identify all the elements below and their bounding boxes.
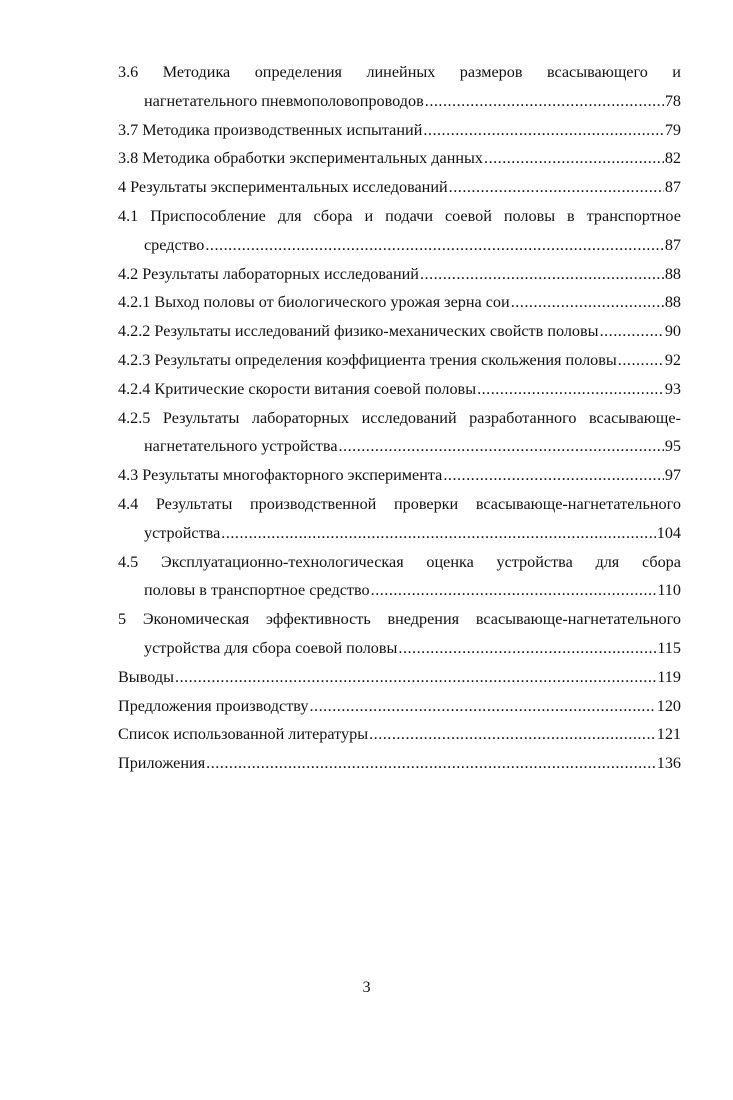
toc-entry-continuation (118, 638, 681, 667)
dot-leader (369, 724, 656, 744)
toc-word: устройства (496, 552, 573, 571)
toc-page-number: 115 (657, 638, 681, 657)
toc-page-number: 88 (664, 264, 681, 283)
toc-entry-title: Список использованной литературы (118, 725, 369, 744)
toc-entry (118, 667, 681, 696)
toc-entry-title: 4.2.2 Результаты исследований физико-механических свойств половы (118, 322, 599, 341)
toc-word: всасывающе- (589, 408, 681, 427)
toc-entry-continuation (118, 580, 681, 609)
toc-entry-first-line (118, 408, 681, 437)
toc-word: линейных (366, 63, 436, 81)
dot-leader (423, 120, 663, 140)
toc-entry-title: 4.3 Результаты многофакторного эксперимента (118, 466, 443, 485)
toc-word: Эксплуатационно-технологическая (160, 552, 404, 571)
dot-leader (484, 148, 664, 168)
toc-word: сбора (641, 552, 681, 571)
toc-word: Результаты (162, 408, 240, 427)
toc-entry-title: устройства для сбора соевой половы (144, 638, 398, 657)
toc-entry (118, 465, 681, 494)
toc-entry (118, 494, 681, 552)
toc-entry-title: устройства (144, 523, 221, 542)
toc-word: Результаты (155, 494, 233, 513)
toc-entry-continuation (118, 235, 681, 264)
toc-word: для (277, 206, 302, 225)
toc-word: всасывающе-нагнетательного (475, 610, 681, 629)
dot-leader (449, 177, 664, 197)
toc-word: и (672, 63, 681, 81)
toc-entry (118, 408, 681, 466)
toc-word: Методика (162, 63, 231, 81)
toc-entry (118, 552, 681, 610)
toc-entry (118, 350, 681, 379)
toc-word: производственной (249, 494, 377, 513)
toc-page-number: 110 (657, 581, 681, 600)
toc-page-number: 93 (664, 379, 681, 398)
toc-page-number: 78 (664, 91, 681, 110)
dot-leader (309, 696, 655, 716)
toc-entry-title: средство (144, 235, 205, 254)
toc-page-number: 87 (664, 235, 681, 254)
toc-word: для (595, 552, 620, 571)
toc-word: 3.6 (118, 63, 139, 81)
toc-page-number: 90 (664, 322, 681, 341)
toc-word: 4.2.5 (118, 408, 151, 427)
toc-page-number: 95 (664, 437, 681, 456)
toc-entry-title: 4.2.1 Выход половы от биологического урожая зерна сои (118, 293, 510, 312)
dot-leader (600, 321, 664, 341)
toc-entry-continuation (118, 436, 681, 465)
toc-page-number: 119 (657, 667, 681, 686)
toc-word: проверки (394, 494, 459, 513)
dot-leader (511, 292, 664, 312)
toc-page-number: 97 (664, 466, 681, 485)
toc-entry-first-line (118, 62, 681, 91)
toc-page-number: 104 (656, 523, 681, 542)
toc-word: Приспособление (150, 206, 266, 225)
toc-entry (118, 753, 681, 782)
toc-entry-title: нагнетательного устройства (144, 437, 338, 456)
table-of-contents (118, 62, 681, 782)
toc-entry-title: нагнетательного пневмополовопроводов (144, 91, 424, 110)
toc-word: всасывающе-нагнетательного (475, 494, 681, 513)
toc-page-number: 120 (656, 696, 681, 715)
dot-leader (339, 436, 664, 456)
dot-leader (425, 91, 664, 111)
toc-entry-title: половы в транспортное средство (144, 581, 370, 600)
toc-entry (118, 321, 681, 350)
toc-entry-title: 4.2.3 Результаты определения коэффициента трения скольжения половы (118, 350, 617, 369)
toc-entry (118, 292, 681, 321)
dot-leader (371, 580, 657, 600)
toc-word: сбора (313, 206, 353, 225)
toc-word: соевой (444, 206, 492, 225)
toc-word: и (364, 206, 374, 225)
toc-entry (118, 609, 681, 667)
toc-word: эффективность (265, 610, 371, 629)
dot-leader (398, 638, 656, 658)
dot-leader (206, 753, 656, 773)
toc-word: транспортное (586, 206, 681, 225)
toc-entry-first-line (118, 609, 681, 638)
toc-page-number: 88 (664, 293, 681, 312)
toc-entry-title: 4 Результаты экспериментальных исследований (118, 178, 448, 197)
toc-word: 4.5 (118, 552, 139, 571)
toc-word: внедрения (387, 610, 460, 629)
dot-leader (420, 264, 664, 284)
toc-word: 4.4 (118, 494, 139, 513)
dot-leader (205, 235, 663, 255)
toc-word: исследований (361, 408, 457, 427)
toc-entry-first-line (118, 552, 681, 581)
toc-word: подачи (385, 206, 433, 225)
toc-entry-first-line (118, 494, 681, 523)
toc-word: 5 (118, 610, 127, 629)
toc-entry-title: Приложения (118, 754, 206, 773)
toc-entry (118, 177, 681, 206)
toc-page-number: 87 (664, 178, 681, 197)
page-number: 3 (362, 978, 371, 996)
toc-entry-continuation (118, 523, 681, 552)
dot-leader (477, 379, 664, 399)
toc-word: всасывающего (546, 63, 648, 81)
dot-leader (618, 350, 664, 370)
toc-word: 4.1 (118, 206, 139, 225)
toc-page-number: 136 (656, 754, 681, 773)
toc-entry-title: Выводы (118, 667, 174, 686)
toc-entry (118, 148, 681, 177)
toc-page-number: 121 (656, 725, 681, 744)
dot-leader (443, 465, 663, 485)
dot-leader (175, 667, 656, 687)
toc-page-number: 92 (664, 350, 681, 369)
toc-entry-first-line (118, 206, 681, 235)
toc-word: оценка (426, 552, 474, 571)
toc-entry-title: 4.2 Результаты лабораторных исследований (118, 264, 419, 283)
dot-leader (221, 523, 655, 543)
toc-entry (118, 264, 681, 293)
toc-entry-title: 4.2.4 Критические скорости витания соевой половы (118, 379, 477, 398)
toc-word: разработанного (469, 408, 577, 427)
toc-entry-title: 3.8 Методика обработки экспериментальных данных (118, 149, 484, 168)
toc-word: половы (503, 206, 556, 225)
toc-entry (118, 724, 681, 753)
toc-page-number: 79 (664, 120, 681, 139)
toc-entry (118, 696, 681, 725)
toc-word: Экономическая (142, 610, 250, 629)
toc-word: в (567, 206, 575, 225)
toc-word: размеров (459, 63, 523, 81)
toc-entry (118, 120, 681, 149)
toc-entry-continuation (118, 91, 681, 120)
toc-page-number: 82 (664, 149, 681, 168)
toc-word: лабораторных (251, 408, 350, 427)
toc-entry (118, 62, 681, 120)
toc-entry (118, 206, 681, 264)
toc-entry (118, 379, 681, 408)
toc-entry-title: Предложения производству (118, 696, 309, 715)
toc-word: определения (254, 63, 342, 81)
toc-entry-title: 3.7 Методика производственных испытаний (118, 120, 423, 139)
